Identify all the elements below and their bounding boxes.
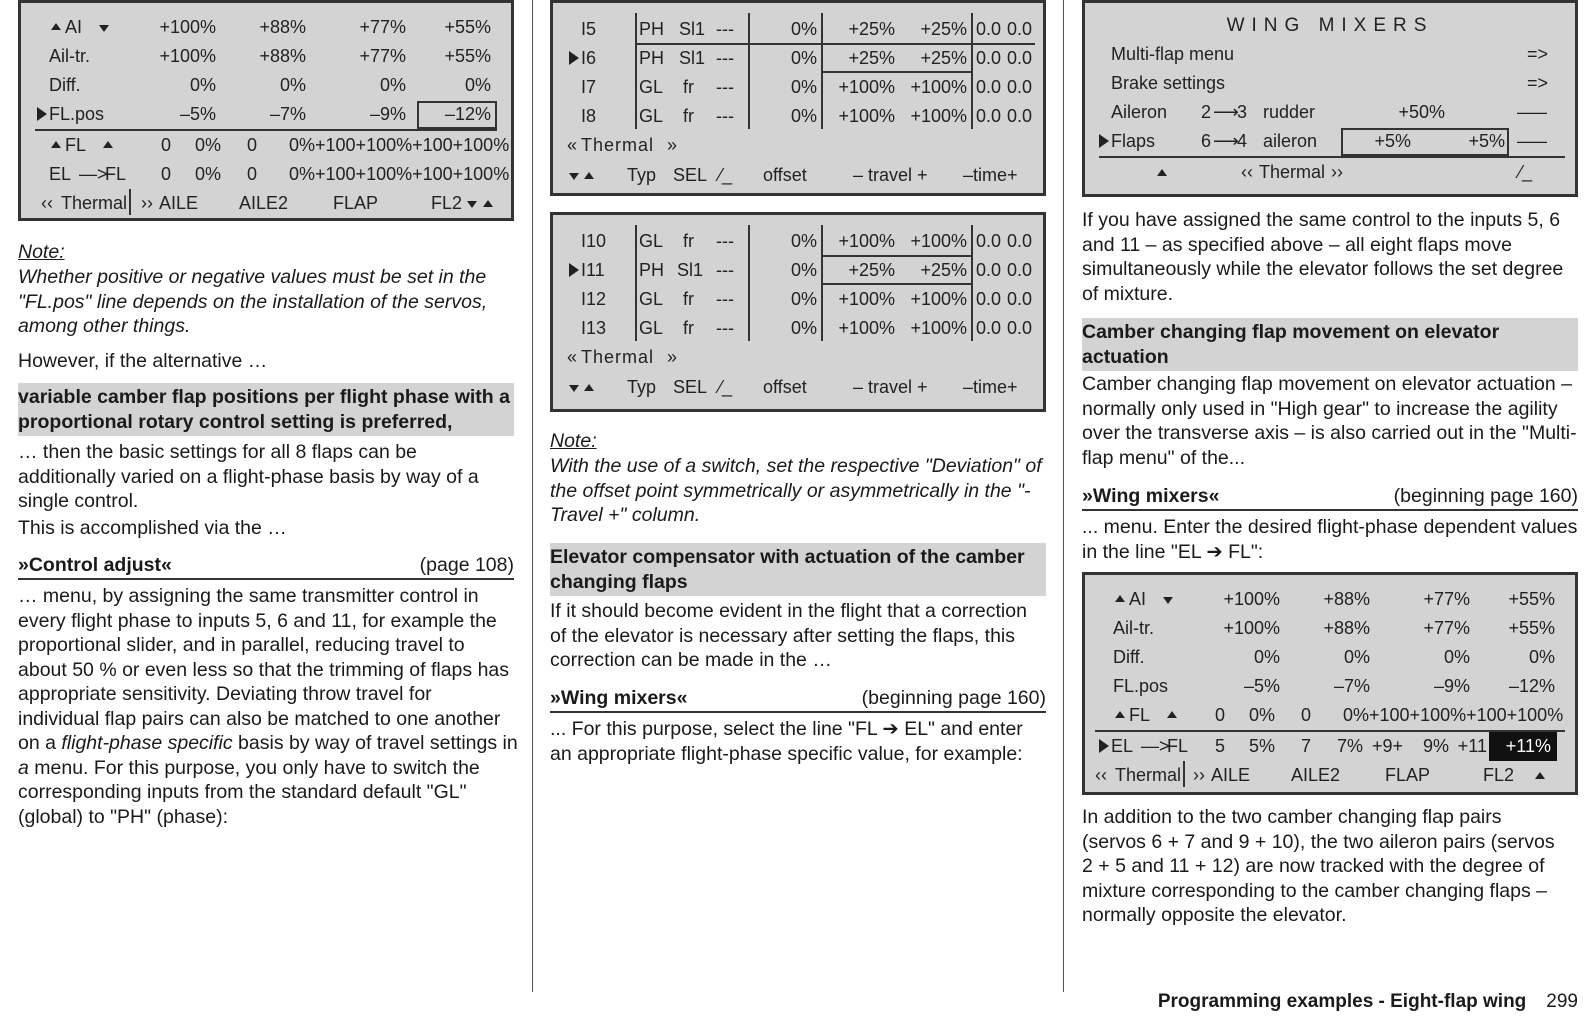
value-cell: 0% bbox=[1528, 647, 1555, 667]
value-cell: –12% bbox=[444, 104, 491, 124]
arrow-right-icon: ⟶ bbox=[1213, 131, 1239, 151]
travel-minus: +100% bbox=[838, 318, 895, 338]
paragraph: In addition to the two camber changing flap pairs (servos 6 + 7 and 9 + 10), the two aileron pairs (servos 2 + 5 and 11 + 12) are now tracked with the degree of mixture corresponding to the camber changing flaps – normally opposite the elevator. bbox=[1082, 806, 1555, 926]
footer-label[interactable]: FL2 bbox=[1483, 765, 1515, 785]
travel-minus: +100% bbox=[838, 106, 895, 126]
selected-value-cell[interactable]: +11% bbox=[1489, 732, 1557, 761]
servo-count: 6 bbox=[1201, 131, 1212, 151]
lcd-row-flaps bbox=[1085, 127, 1575, 156]
offset-value: 0% bbox=[790, 19, 817, 39]
reference-menu-name: »Wing mixers« bbox=[1082, 485, 1220, 507]
value-cell: +100% bbox=[159, 46, 216, 66]
up-arrow-icon bbox=[1157, 169, 1167, 176]
input-mode: PH bbox=[639, 19, 665, 39]
input-switch: --- bbox=[716, 231, 734, 251]
lcd-row-fl bbox=[1085, 701, 1575, 730]
phase-name: Thermal bbox=[61, 193, 128, 213]
down-arrow-icon bbox=[569, 385, 579, 392]
row-label: EL bbox=[1111, 736, 1134, 756]
lcd-row-ail-tr bbox=[21, 42, 511, 71]
travel-plus: +100% bbox=[910, 106, 967, 126]
lcd-title-row bbox=[1085, 11, 1575, 40]
note-label: Note: bbox=[550, 430, 597, 452]
offset-value: 0% bbox=[790, 289, 817, 309]
value-cell: +9+ bbox=[1371, 736, 1403, 756]
value-cell: 0% bbox=[379, 75, 406, 95]
lcd-screen-flap-settings bbox=[18, 0, 514, 221]
value-cell: +88% bbox=[259, 46, 306, 66]
selection-pointer-icon bbox=[569, 51, 579, 65]
value-cell: +100% bbox=[1223, 618, 1280, 638]
note-text: Whether positive or negative values must be set in the "FL.pos" line depends on the installation of the servos, among other things. bbox=[18, 266, 488, 337]
offset-value: 0% bbox=[790, 77, 817, 97]
input-switch: --- bbox=[716, 19, 734, 39]
input-mode: GL bbox=[639, 289, 664, 309]
up-arrow-icon bbox=[103, 141, 113, 148]
input-switch: --- bbox=[716, 48, 734, 68]
value-cell: +55% bbox=[444, 46, 491, 66]
offset-value: 0% bbox=[790, 260, 817, 280]
page-footer bbox=[1158, 991, 1578, 1013]
value-cell: –7% bbox=[269, 104, 306, 124]
row-label: Aileron bbox=[1111, 102, 1168, 122]
lcd-footer-row bbox=[21, 189, 511, 218]
double-right-chevron-icon: ›› bbox=[141, 193, 153, 213]
screen-title: WING MIXERS bbox=[1226, 15, 1434, 36]
reference-menu-name: »Wing mixers« bbox=[550, 687, 688, 709]
lcd-input-row bbox=[553, 314, 1043, 343]
column-divider-1 bbox=[532, 0, 533, 992]
column-header: – travel + bbox=[853, 165, 928, 185]
lcd-footer-row bbox=[1085, 761, 1575, 790]
time-plus: 0.0 bbox=[1007, 106, 1033, 126]
value-cell: 0 bbox=[246, 135, 257, 155]
value-cell: 0 bbox=[246, 164, 257, 184]
selection-pointer-icon bbox=[1099, 739, 1109, 753]
mixer-value: +5% bbox=[1468, 131, 1505, 151]
travel-plus: +100% bbox=[910, 289, 967, 309]
cross-reference bbox=[18, 552, 514, 580]
time-minus: 0.0 bbox=[976, 106, 1002, 126]
up-arrow-icon bbox=[51, 141, 61, 148]
time-minus: 0.0 bbox=[976, 48, 1002, 68]
input-name: I10 bbox=[581, 231, 607, 251]
footer-label[interactable]: AILE2 bbox=[239, 193, 289, 213]
time-plus: 0.0 bbox=[1007, 231, 1033, 251]
page-number: 299 bbox=[1546, 991, 1578, 1012]
arrow-right-icon: ⟶ bbox=[1213, 102, 1239, 122]
selection-pointer-icon bbox=[1099, 134, 1109, 148]
input-switch: --- bbox=[716, 289, 734, 309]
lcd-phase-row bbox=[553, 343, 1043, 372]
value-cell: +55% bbox=[1508, 618, 1555, 638]
row-label: Flaps bbox=[1111, 131, 1156, 151]
lcd-screen-wing-mixers bbox=[1082, 0, 1578, 197]
up-arrow-icon bbox=[483, 200, 493, 207]
down-arrow-icon bbox=[99, 25, 109, 32]
input-control: fr bbox=[683, 231, 694, 251]
phase-name: Thermal bbox=[581, 135, 655, 155]
footer-label[interactable]: FL2 bbox=[431, 193, 463, 213]
value-cell: 0 bbox=[160, 164, 171, 184]
travel-plus: +25% bbox=[920, 19, 967, 39]
double-left-chevron-icon: « bbox=[567, 347, 578, 367]
column-header: Typ bbox=[627, 377, 657, 397]
input-mode: GL bbox=[639, 231, 664, 251]
value-cell: 0% bbox=[194, 135, 221, 155]
paragraph: Camber changing flap movement on elevator actuation – normally only used in "High gear" to increase the agility over the transverse axis – is also carried out in the "Multi-flap menu" of the... bbox=[1082, 373, 1577, 469]
input-mode: PH bbox=[639, 48, 665, 68]
input-mode: PH bbox=[639, 260, 665, 280]
reference-page: (beginning page 160) bbox=[861, 687, 1046, 709]
column-header: – travel + bbox=[853, 377, 928, 397]
input-name: I13 bbox=[581, 318, 607, 338]
lcd-row-fl bbox=[21, 131, 511, 160]
up-arrow-icon bbox=[1115, 595, 1125, 602]
selection-pointer-icon bbox=[569, 263, 579, 277]
input-name: I7 bbox=[581, 77, 597, 97]
input-name: I6 bbox=[581, 48, 597, 68]
offset-value: 0% bbox=[790, 318, 817, 338]
value-cell: 9% bbox=[1422, 736, 1449, 756]
input-switch: --- bbox=[716, 260, 734, 280]
travel-minus: +100% bbox=[838, 289, 895, 309]
lcd-input-row bbox=[553, 15, 1043, 44]
value-cell: –9% bbox=[1433, 676, 1470, 696]
phase-name: Thermal bbox=[581, 347, 655, 367]
value-cell: +11 bbox=[1457, 736, 1487, 756]
double-right-chevron-icon: » bbox=[667, 135, 678, 155]
value-cell: +77% bbox=[1423, 589, 1470, 609]
time-minus: 0.0 bbox=[976, 318, 1002, 338]
highlight-heading: Elevator compensator with actuation of the camber changing flaps bbox=[550, 543, 1046, 596]
row-label: EL bbox=[49, 164, 72, 184]
double-left-chevron-icon: ‹‹ bbox=[1095, 765, 1107, 785]
travel-plus: +100% bbox=[910, 231, 967, 251]
menu-item-label: Multi-flap menu bbox=[1111, 44, 1235, 64]
input-switch: --- bbox=[716, 106, 734, 126]
input-control: fr bbox=[683, 77, 694, 97]
column-header: offset bbox=[763, 377, 807, 397]
double-right-chevron-icon: ›› bbox=[1331, 162, 1343, 182]
input-name: I8 bbox=[581, 106, 597, 126]
input-control: fr bbox=[683, 106, 694, 126]
column-header: Typ bbox=[627, 165, 657, 185]
value-cell: 0 bbox=[160, 135, 171, 155]
value-cell: 0% bbox=[189, 75, 216, 95]
submenu-arrow-icon: => bbox=[1527, 44, 1549, 64]
column-header: –time+ bbox=[963, 377, 1018, 397]
input-control: Sl1 bbox=[677, 260, 704, 280]
lcd-row-ail-tr bbox=[1085, 614, 1575, 643]
travel-minus: +100% bbox=[838, 77, 895, 97]
lcd-column-header-row bbox=[553, 373, 1043, 402]
travel-plus: +25% bbox=[920, 260, 967, 280]
row-label: Ail-tr. bbox=[1113, 618, 1155, 638]
mixer-target: aileron bbox=[1263, 131, 1318, 151]
lcd-divider bbox=[129, 189, 131, 215]
offset-value: 0% bbox=[790, 231, 817, 251]
time-plus: 0.0 bbox=[1007, 289, 1033, 309]
time-minus: 0.0 bbox=[976, 231, 1002, 251]
highlight-heading: variable camber flap positions per flight phase with a proportional rotary control setting is preferred, bbox=[18, 383, 514, 436]
menu-item-multi-flap[interactable] bbox=[1085, 40, 1575, 69]
reference-page: (beginning page 160) bbox=[1393, 485, 1578, 507]
lcd-row-diff bbox=[1085, 643, 1575, 672]
switch-symbol-icon: ⁄_ bbox=[1519, 162, 1533, 182]
mixer-value: +5% bbox=[1374, 131, 1411, 151]
input-name: I12 bbox=[581, 289, 607, 309]
paragraph: If you have assigned the same control to the inputs 5, 6 and 11 – as specified above – all eight flaps move simultaneously while the elevator follows the set degree of mixture. bbox=[1082, 209, 1564, 305]
lcd-column-header-row bbox=[553, 161, 1043, 190]
footer-label[interactable]: FLAP bbox=[333, 193, 379, 213]
time-plus: 0.0 bbox=[1007, 77, 1033, 97]
up-arrow-icon bbox=[1167, 711, 1177, 718]
value-cell: 5% bbox=[1248, 736, 1275, 756]
value-cell: +77% bbox=[359, 46, 406, 66]
lcd-screen-flap-settings-el-fl bbox=[1082, 572, 1578, 795]
up-arrow-icon bbox=[584, 172, 594, 179]
lcd-row-aileron bbox=[1085, 98, 1575, 127]
switch-symbol-icon: ⁄_ bbox=[719, 165, 733, 185]
row-label: Diff. bbox=[49, 75, 81, 95]
lcd-footer-row bbox=[1085, 158, 1575, 187]
footer-label[interactable]: AILE bbox=[159, 193, 199, 213]
reference-page: (page 108) bbox=[419, 554, 514, 576]
value-cell: +77% bbox=[1423, 618, 1470, 638]
lcd-screen-inputs-i10-i13 bbox=[550, 212, 1046, 412]
cross-reference bbox=[1082, 483, 1578, 511]
value-cell: +55% bbox=[1508, 589, 1555, 609]
footer-title: Programming examples - Eight-flap wing bbox=[1157, 991, 1527, 1012]
lcd-input-row bbox=[553, 285, 1043, 314]
input-control: Sl1 bbox=[679, 19, 706, 39]
up-arrow-icon bbox=[51, 23, 61, 30]
value-cell: 0% bbox=[1443, 647, 1470, 667]
double-left-chevron-icon: « bbox=[567, 135, 578, 155]
lcd-phase-row bbox=[553, 131, 1043, 160]
lcd-row-ai bbox=[1085, 585, 1575, 614]
paragraph: … menu, by assigning the same transmitter control in every flight phase to inputs 5, 6 and 11, for example the proportional slider, and in parallel, reducing travel to about 50 % or even less so that the trimming of flaps has appropriate sensitivity. Deviating throw travel for individual flap pairs can also be matched to one another on a flight-phase specific basis by way of travel settings in a menu. For this purpose, you only have to switch the corresponding inputs from the standard default "GL" (global) to "PH" (phase): bbox=[18, 585, 518, 828]
row-label: FL.pos bbox=[49, 104, 105, 124]
value-cell: +88% bbox=[1323, 618, 1370, 638]
value-cell: –12% bbox=[1508, 676, 1555, 696]
lcd-input-row bbox=[553, 73, 1043, 102]
lcd-input-row bbox=[553, 256, 1043, 285]
travel-plus: +25% bbox=[920, 48, 967, 68]
submenu-arrow-icon: => bbox=[1527, 73, 1549, 93]
lcd-screen-inputs-i5-i8 bbox=[550, 0, 1046, 196]
row-label: Diff. bbox=[1113, 647, 1145, 667]
value-cell: –7% bbox=[1333, 676, 1370, 696]
value-cell: 0% bbox=[1343, 647, 1370, 667]
value-cell: +88% bbox=[1323, 589, 1370, 609]
column-divider-2 bbox=[1063, 0, 1064, 992]
time-plus: 0.0 bbox=[1007, 48, 1033, 68]
paragraph: ... menu. Enter the desired flight-phase dependent values in the line "EL ➔ FL": bbox=[1082, 516, 1578, 563]
value-cell: –9% bbox=[369, 104, 406, 124]
mixer-switch: ––– bbox=[1517, 131, 1548, 151]
input-mode: GL bbox=[639, 77, 664, 97]
value-cell: +55% bbox=[444, 17, 491, 37]
value-cell: 0 bbox=[1300, 705, 1311, 725]
value-cell: 0% bbox=[464, 75, 491, 95]
travel-minus: +100% bbox=[838, 231, 895, 251]
time-plus: 0.0 bbox=[1007, 19, 1033, 39]
phase-name: Thermal bbox=[1115, 765, 1182, 785]
time-plus: 0.0 bbox=[1007, 318, 1033, 338]
mixer-switch: ––– bbox=[1517, 102, 1548, 122]
input-name: I5 bbox=[581, 19, 597, 39]
lcd-row-diff bbox=[21, 71, 511, 100]
value-cell: 0%+100+100%+100+100% bbox=[1343, 705, 1564, 725]
value-cell: +100% bbox=[159, 17, 216, 37]
lcd-row-ai bbox=[21, 13, 511, 42]
down-arrow-icon bbox=[1163, 597, 1173, 604]
double-left-chevron-icon: ‹‹ bbox=[41, 193, 53, 213]
lcd-input-row bbox=[553, 227, 1043, 256]
input-switch: --- bbox=[716, 77, 734, 97]
value-cell: 0 bbox=[1214, 705, 1225, 725]
value-cell: 0% bbox=[194, 164, 221, 184]
paragraph: However, if the alternative … bbox=[18, 350, 268, 372]
row-label: Ail-tr. bbox=[49, 46, 91, 66]
time-plus: 0.0 bbox=[1007, 260, 1033, 280]
up-arrow-icon bbox=[1115, 711, 1125, 718]
value-cell: 5 bbox=[1214, 736, 1225, 756]
menu-item-brake-settings[interactable] bbox=[1085, 69, 1575, 98]
servo-count: 4 bbox=[1237, 131, 1248, 151]
value-cell: +100% bbox=[1223, 589, 1280, 609]
up-arrow-icon bbox=[584, 384, 594, 391]
row-label: AI bbox=[65, 17, 83, 37]
column-header: –time+ bbox=[963, 165, 1018, 185]
row-label: FL bbox=[1167, 736, 1189, 756]
lcd-row-fl-pos bbox=[1085, 672, 1575, 701]
input-control: fr bbox=[683, 318, 694, 338]
time-minus: 0.0 bbox=[976, 289, 1002, 309]
travel-minus: +25% bbox=[848, 48, 895, 68]
double-right-chevron-icon: ›› bbox=[1193, 765, 1205, 785]
cross-reference bbox=[550, 685, 1046, 713]
travel-minus: +25% bbox=[848, 260, 895, 280]
value-cell: 7 bbox=[1300, 736, 1311, 756]
input-mode: GL bbox=[639, 318, 664, 338]
travel-plus: +100% bbox=[910, 77, 967, 97]
value-cell: 0% bbox=[1253, 647, 1280, 667]
column-header: SEL bbox=[673, 377, 708, 397]
menu-item-label: Brake settings bbox=[1111, 73, 1226, 93]
lcd-row-el-fl bbox=[21, 160, 511, 189]
note-text: With the use of a switch, set the respective "Deviation" of the offset point symmetrically or asymmetrically in the "- Travel +" column. bbox=[550, 455, 1042, 526]
paragraph: ... For this purpose, select the line "FL ➔ EL" and enter an appropriate flight-phase specific value, for example: bbox=[550, 718, 1023, 765]
time-minus: 0.0 bbox=[976, 260, 1002, 280]
reference-menu-name: »Control adjust« bbox=[18, 554, 172, 576]
value-cell: 0%+100+100%+100+100% bbox=[289, 164, 510, 184]
servo-count: 3 bbox=[1237, 102, 1248, 122]
paragraph: If it should become evident in the flight that a correction of the elevator is necessary after setting the flaps, this correction can be made in the … bbox=[550, 600, 1027, 671]
time-minus: 0.0 bbox=[976, 77, 1002, 97]
value-cell: 0%+100+100%+100+100% bbox=[289, 135, 510, 155]
value-cell: –5% bbox=[1243, 676, 1280, 696]
footer-label[interactable]: AILE2 bbox=[1291, 765, 1341, 785]
column-header: offset bbox=[763, 165, 807, 185]
paragraph: This is accomplished via the … bbox=[18, 517, 287, 539]
time-minus: 0.0 bbox=[976, 19, 1002, 39]
column-header: SEL bbox=[673, 165, 708, 185]
offset-value: 0% bbox=[790, 106, 817, 126]
travel-plus: +100% bbox=[910, 318, 967, 338]
arrow-right-icon: —> bbox=[1141, 736, 1170, 756]
paragraph: … then the basic settings for all 8 flaps can be additionally varied on a flight-phase basis by way of a single control. bbox=[18, 441, 479, 512]
footer-label[interactable]: AILE bbox=[1211, 765, 1251, 785]
value-cell: 7% bbox=[1336, 736, 1363, 756]
row-label: FL bbox=[1129, 705, 1151, 725]
selection-pointer-icon bbox=[37, 107, 47, 121]
double-left-chevron-icon: ‹‹ bbox=[1241, 162, 1253, 182]
highlight-heading: Camber changing flap movement on elevator actuation bbox=[1082, 318, 1578, 371]
row-label: FL bbox=[105, 164, 127, 184]
lcd-row-fl-pos bbox=[21, 100, 511, 129]
row-label: FL.pos bbox=[1113, 676, 1169, 696]
input-mode: GL bbox=[639, 106, 664, 126]
phase-name: Thermal bbox=[1259, 162, 1326, 182]
mixer-target: rudder bbox=[1263, 102, 1316, 122]
value-cell: +77% bbox=[359, 17, 406, 37]
value-cell: 0% bbox=[1248, 705, 1275, 725]
input-switch: --- bbox=[716, 318, 734, 338]
input-control: fr bbox=[683, 289, 694, 309]
mixer-value: +50% bbox=[1398, 102, 1445, 122]
input-name: I11 bbox=[581, 260, 605, 280]
row-label: FL bbox=[65, 135, 87, 155]
lcd-divider bbox=[1183, 761, 1185, 787]
note-label: Note: bbox=[18, 241, 65, 263]
row-label: AI bbox=[1129, 589, 1147, 609]
value-cell: +88% bbox=[259, 17, 306, 37]
switch-symbol-icon: ⁄_ bbox=[719, 377, 733, 397]
lcd-input-row bbox=[553, 44, 1043, 73]
footer-label[interactable]: FLAP bbox=[1385, 765, 1431, 785]
travel-minus: +25% bbox=[848, 19, 895, 39]
value-cell: 0% bbox=[279, 75, 306, 95]
arrow-right-icon: —> bbox=[79, 164, 108, 184]
input-control: Sl1 bbox=[679, 48, 706, 68]
value-cell: –5% bbox=[179, 104, 216, 124]
servo-count: 2 bbox=[1201, 102, 1212, 122]
offset-value: 0% bbox=[790, 48, 817, 68]
lcd-input-row bbox=[553, 102, 1043, 131]
down-arrow-icon bbox=[467, 201, 477, 208]
down-arrow-icon bbox=[569, 173, 579, 180]
up-arrow-icon bbox=[1535, 772, 1545, 779]
lcd-row-el-fl bbox=[1085, 732, 1575, 761]
double-right-chevron-icon: » bbox=[667, 347, 678, 367]
